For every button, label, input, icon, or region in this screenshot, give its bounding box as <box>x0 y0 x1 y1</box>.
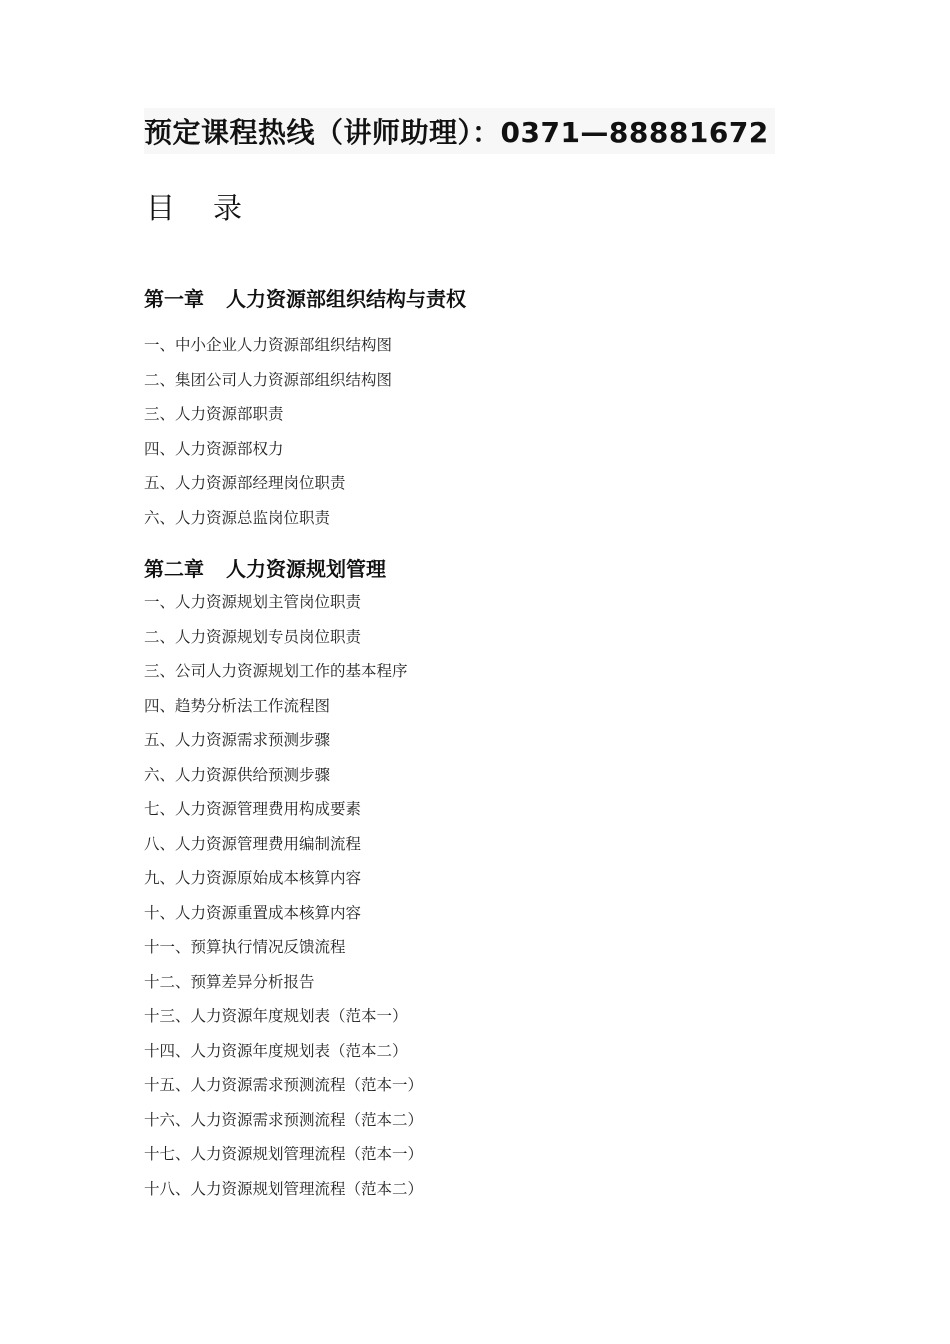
toc-item[interactable]: 十六、人力资源需求预测流程（范本二） <box>144 1110 424 1129</box>
toc-item[interactable]: 十七、人力资源规划管理流程（范本一） <box>144 1145 424 1163</box>
toc-item[interactable]: 二、人力资源规划专员岗位职责 <box>144 627 362 646</box>
toc-item[interactable]: 五、人力资源部经理岗位职责 <box>144 474 346 492</box>
toc-item[interactable]: 十三、人力资源年度规划表（范本一） <box>144 1007 408 1025</box>
toc-item[interactable]: 四、趋势分析法工作流程图 <box>144 696 331 715</box>
toc-item[interactable]: 七、人力资源管理费用构成要素 <box>144 800 362 818</box>
chapter-2-title: 人力资源规划管理 <box>226 557 386 581</box>
toc-item[interactable]: 十五、人力资源需求预测流程（范本一） <box>144 1076 424 1094</box>
chapter-2-number: 第二章 <box>144 557 204 581</box>
toc-item[interactable]: 十一、预算执行情况反馈流程 <box>144 938 346 956</box>
toc-item[interactable]: 三、人力资源部职责 <box>144 405 284 423</box>
chapter-2-toc-list <box>144 585 423 1206</box>
toc-item[interactable]: 一、中小企业人力资源部组织结构图 <box>144 336 393 354</box>
chapter-1-number: 第一章 <box>144 287 204 311</box>
toc-item[interactable]: 十二、预算差异分析报告 <box>144 972 315 991</box>
toc-item[interactable]: 十四、人力资源年度规划表（范本二） <box>144 1041 408 1060</box>
toc-item[interactable]: 四、人力资源部权力 <box>144 439 284 458</box>
toc-item[interactable]: 十、人力资源重置成本核算内容 <box>144 903 362 922</box>
chapter-1-title: 人力资源部组织结构与责权 <box>226 287 466 311</box>
toc-item[interactable]: 一、人力资源规划主管岗位职责 <box>144 593 362 611</box>
toc-item[interactable]: 六、人力资源供给预测步骤 <box>144 765 331 784</box>
toc-item[interactable]: 五、人力资源需求预测步骤 <box>144 731 331 749</box>
toc-item[interactable]: 八、人力资源管理费用编制流程 <box>144 834 362 853</box>
chapter-2-heading <box>144 553 386 582</box>
toc-item[interactable]: 二、集团公司人力资源部组织结构图 <box>144 370 393 389</box>
toc-item[interactable]: 十八、人力资源规划管理流程（范本二） <box>144 1179 424 1198</box>
toc-item[interactable]: 六、人力资源总监岗位职责 <box>144 508 331 527</box>
toc-item[interactable]: 三、公司人力资源规划工作的基本程序 <box>144 662 408 680</box>
chapter-1-heading <box>144 283 466 312</box>
course-hotline-banner: 预定课程热线（讲师助理）：0371—88881672 <box>144 108 775 154</box>
toc-item[interactable]: 九、人力资源原始成本核算内容 <box>144 869 362 887</box>
toc-title: 目录 <box>146 191 281 225</box>
chapter-1-toc-list <box>144 328 392 535</box>
